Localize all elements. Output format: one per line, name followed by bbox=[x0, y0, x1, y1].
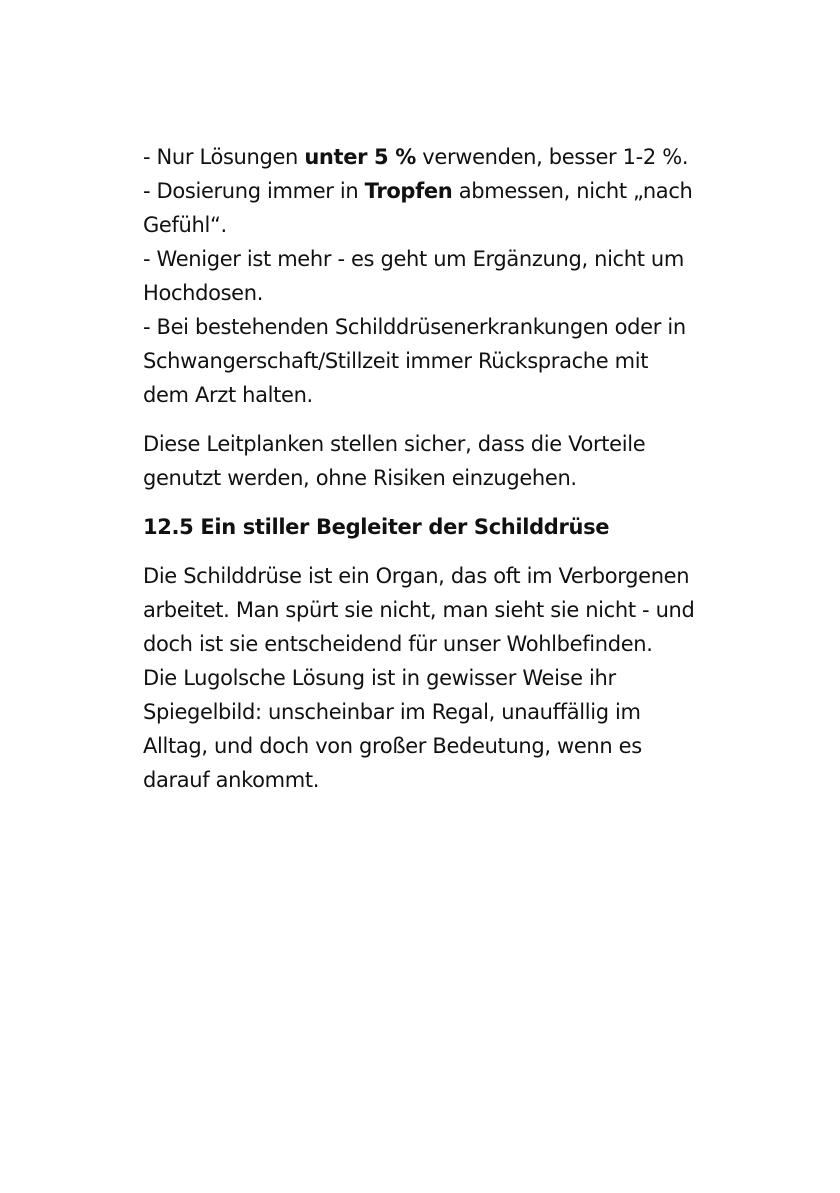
paragraph-spacer bbox=[143, 412, 713, 427]
text-line: - Bei bestehenden Schilddrüsenerkrankungen oder in bbox=[143, 315, 686, 339]
text-line: Die Lugolsche Lösung ist in gewisser Weise ihr bbox=[143, 666, 616, 690]
text-segment: abmessen, nicht „nach bbox=[452, 179, 693, 203]
text-line: genutzt werden, ohne Risiken einzugehen. bbox=[143, 466, 577, 490]
text-line: - Weniger ist mehr - es geht um Ergänzung, nicht um bbox=[143, 247, 684, 271]
bullet-item bbox=[143, 174, 713, 242]
text-line: doch ist sie entscheidend für unser Wohlbefinden. bbox=[143, 632, 653, 656]
text-segment: verwenden, besser 1-2 %. bbox=[415, 145, 689, 169]
text-line: Hochdosen. bbox=[143, 281, 264, 305]
text-line bbox=[143, 140, 713, 174]
text-line: arbeitet. Man spürt sie nicht, man sieht sie nicht - und bbox=[143, 598, 695, 622]
page-content bbox=[143, 140, 713, 797]
bold-text: Tropfen bbox=[364, 179, 453, 203]
text-line: dem Arzt halten. bbox=[143, 383, 313, 407]
bullet-item bbox=[143, 242, 713, 310]
section-paragraph bbox=[143, 559, 713, 797]
text-line: Gefühl“. bbox=[143, 213, 227, 237]
section-heading: 12.5 Ein stiller Begleiter der Schilddrüse bbox=[143, 515, 610, 539]
bullet-list bbox=[143, 140, 713, 412]
text-line: Schwangerschaft/Stillzeit immer Rücksprache mit bbox=[143, 349, 649, 373]
text-segment: - Dosierung immer in bbox=[143, 179, 365, 203]
paragraph-spacer bbox=[143, 544, 713, 559]
text-line bbox=[143, 174, 713, 208]
bullet-item bbox=[143, 140, 713, 174]
text-line: Spiegelbild: unscheinbar im Regal, unauffällig im bbox=[143, 700, 641, 724]
text-line: Diese Leitplanken stellen sicher, dass die Vorteile bbox=[143, 432, 646, 456]
text-line: Die Schilddrüse ist ein Organ, das oft im Verborgenen bbox=[143, 564, 690, 588]
paragraph-spacer bbox=[143, 495, 713, 510]
bullet-item bbox=[143, 310, 713, 412]
text-line: Alltag, und doch von großer Bedeutung, wenn es bbox=[143, 734, 642, 758]
summary-paragraph bbox=[143, 427, 713, 495]
text-segment: - Nur Lösungen bbox=[143, 145, 305, 169]
bold-text: unter 5 % bbox=[304, 145, 416, 169]
text-line: darauf ankommt. bbox=[143, 768, 320, 792]
